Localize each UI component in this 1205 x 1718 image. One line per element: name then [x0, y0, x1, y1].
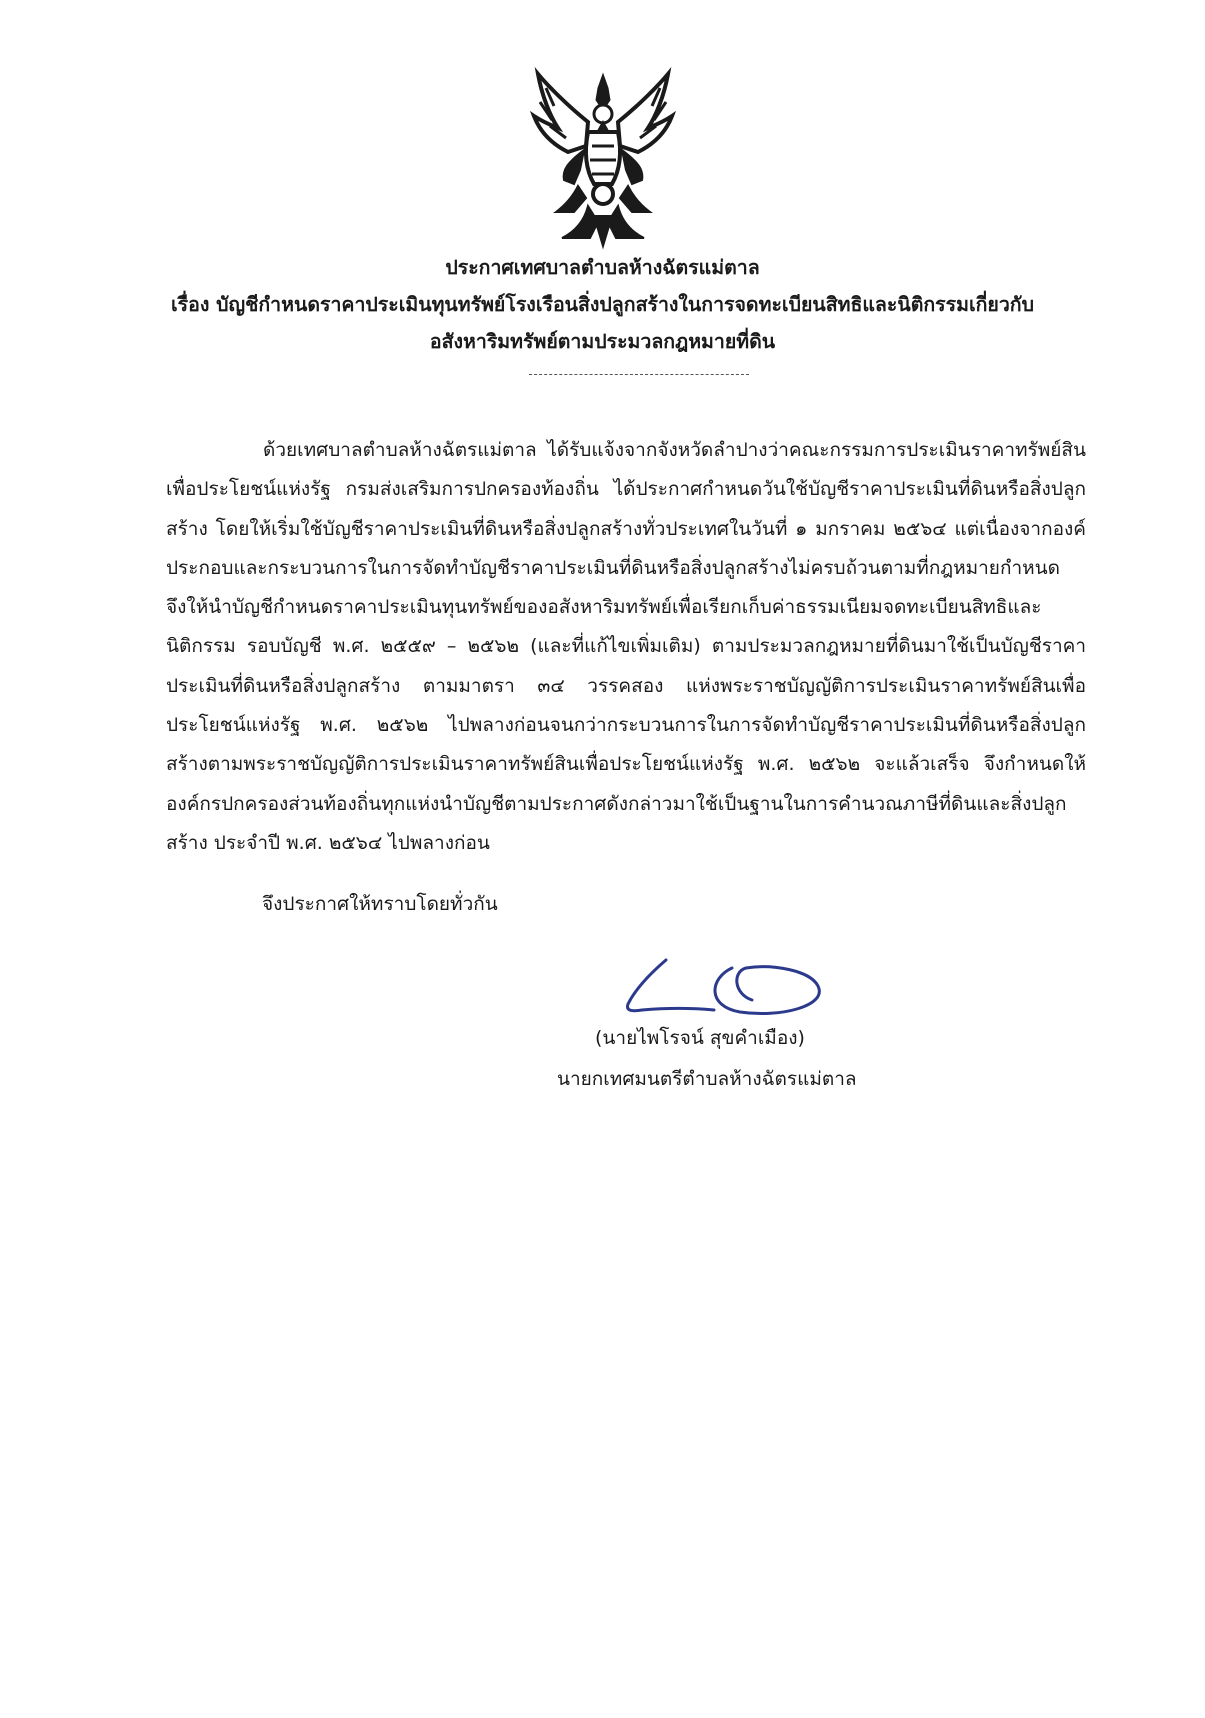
signer-name: (นายไพโรจน์ สุขคำเมือง) [595, 1027, 805, 1049]
closing-statement: จึงประกาศให้ทราบโดยทั่วกัน [262, 893, 498, 915]
garuda-emblem-icon [528, 66, 678, 252]
signer-title: นายกเทศมนตรีตำบลห้างฉัตรแม่ตาล [557, 1068, 857, 1090]
announcement-subject-continued: อสังหาริมทรัพย์ตามประมวลกฎหมายที่ดิน [429, 330, 776, 353]
announcement-body: ด้วยเทศบาลตำบลห้างฉัตรแม่ตาล ได้รับแจ้งจากจังหวัดลำปางว่าคณะกรรมการประเมินราคาทรัพย์สินเพื่อประโยชน์แห่งรัฐ กรมส่งเสริมการปกครองท้องถิ่น ได้ประกาศกำหนดวันใช้บัญชีราคาประเมินที่ดินหรือสิ่งปลูกสร้าง โดยให้เริ่มใช้บัญชีราคาประเมินที่ดินหรือสิ่งปลูกสร้างทั่วประเทศในวันที่ ๑ มกราคม ๒๕๖๔ แต่เนื่องจากองค์ประกอบและกระบวนการในการจัดทำบัญชีราคาประเมินที่ดินหรือสิ่งปลูกสร้างไม่ครบถ้วนตามที่กฎหมายกำหนด จึงให้นำบัญชีกำหนดราคาประเมินทุนทรัพย์ของอสังหาริมทรัพย์เพื่อเรียกเก็บค่าธรรมเนียมจดทะเบียนสิทธิและนิติกรรม รอบบัญชี พ.ศ. ๒๕๕๙ – ๒๕๖๒ (และที่แก้ไขเพิ่มเติม) ตามประมวลกฎหมายที่ดินมาใช้เป็นบัญชีราคาประเมินที่ดินหรือสิ่งปลูกสร้าง ตามมาตรา ๓๔ วรรคสอง แห่งพระราชบัญญัติการประเมินราคาทรัพย์สินเพื่อประโยชน์แห่งรัฐ พ.ศ. ๒๕๖๒ ไปพลางก่อนจนกว่ากระบวนการในการจัดทำบัญชีราคาประเมินที่ดินหรือสิ่งปลูกสร้างตามพระราชบัญญัติการประเมินราคาทรัพย์สินเพื่อประโยชน์แห่งรัฐ พ.ศ. ๒๕๖๒ จะแล้วเสร็จ จึงกำหนดให้องค์กรปกครองส่วนท้องถิ่นทุกแห่งนำบัญชีตามประกาศดังกล่าวมาใช้เป็นฐานในการคำนวณภาษีที่ดินและสิ่งปลูกสร้าง ประจำปี พ.ศ. ๒๕๖๔ ไปพลางก่อน [166, 439, 1086, 854]
announcement-title: ประกาศเทศบาลตำบลห้างฉัตรแม่ตาล [445, 256, 760, 279]
announcement-subject: เรื่อง บัญชีกำหนดราคาประเมินทุนทรัพย์โรงเรือนสิ่งปลูกสร้างในการจดทะเบียนสิทธิและนิติกรรมเกี่ยวกับ [170, 293, 1034, 316]
signature-mark [622, 950, 832, 1020]
header-divider [529, 374, 749, 375]
